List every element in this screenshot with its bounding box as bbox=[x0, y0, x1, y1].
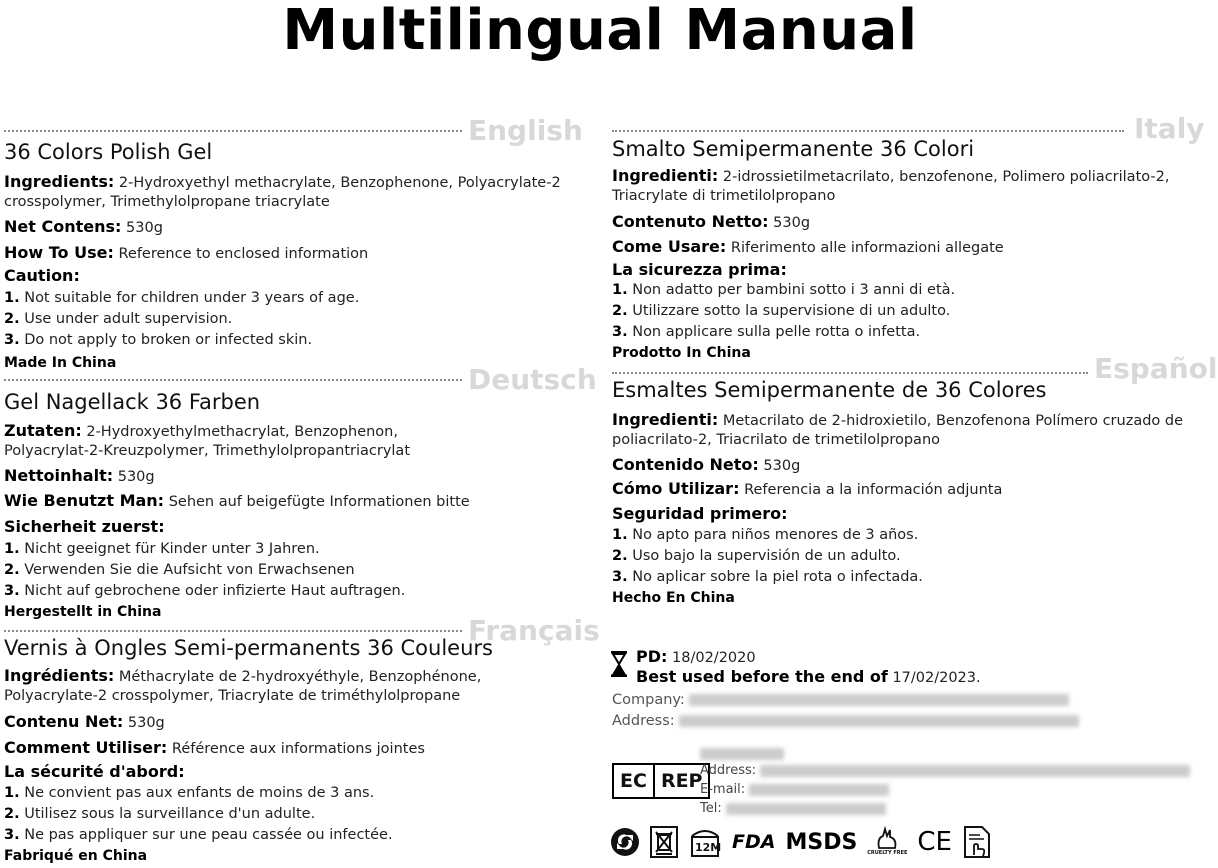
section-divider bbox=[612, 130, 1124, 132]
made-in-italy: Prodotto In China bbox=[612, 345, 751, 361]
ingredients-cont-italy: Triacrylate di trimetilolpropano bbox=[612, 188, 836, 204]
caution-heading-deutsch: Sicherheit zuerst: bbox=[4, 517, 165, 536]
how-to-use-francais: Comment Utiliser: Référence aux informations jointes bbox=[4, 738, 425, 757]
caution-item-francais: 2. Utilisez sous la surveillance d'un adulte. bbox=[4, 806, 316, 822]
caution-item-deutsch: 3. Nicht auf gebrochene oder infizierte Haut auftragen. bbox=[4, 583, 406, 599]
page-title: Multilingual Manual bbox=[282, 0, 918, 63]
ec-label: EC bbox=[614, 765, 655, 797]
caution-heading-english: Caution: bbox=[4, 266, 80, 285]
how-to-use-english: How To Use: Reference to enclosed information bbox=[4, 243, 369, 262]
caution-item-italy: 2. Utilizzare sotto la supervisione di un adulto. bbox=[612, 303, 951, 319]
net-contents-francais: Contenu Net: 530g bbox=[4, 712, 165, 731]
section-divider bbox=[4, 630, 462, 632]
caution-item-italy: 3. Non applicare sulla pelle rotta o infetta. bbox=[612, 324, 921, 340]
ingredients-cont-english: crosspolymer, Trimethylolpropane triacrylate bbox=[4, 194, 330, 210]
net-contents-espanol: Contenido Neto: 530g bbox=[612, 455, 801, 474]
net-contents-deutsch: Nettoinhalt: 530g bbox=[4, 466, 155, 485]
caution-heading-italy: La sicurezza prima: bbox=[612, 260, 787, 279]
rep-label: REP bbox=[660, 770, 703, 792]
product-title-espanol: Esmaltes Semipermanente de 36 Colores bbox=[612, 378, 1047, 402]
product-title-english: 36 Colors Polish Gel bbox=[4, 140, 213, 164]
language-label-deutsch: Deutsch bbox=[468, 363, 597, 396]
language-label-espanol: Español bbox=[1094, 352, 1218, 385]
ingredients-cont-espanol: poliacrilato-2, Triacrilato de trimetilolpropano bbox=[612, 432, 941, 448]
fda-icon: FDA bbox=[732, 831, 776, 853]
recycle-icon bbox=[610, 827, 640, 857]
language-label-italy: Italy bbox=[1134, 112, 1205, 145]
caution-item-espanol: 2. Uso bajo la supervisión de un adulto. bbox=[612, 548, 901, 564]
caution-item-francais: 1. Ne convient pas aux enfants de moins de 3 ans. bbox=[4, 785, 375, 801]
ingredients-deutsch: Zutaten: 2-Hydroxyethylmethacrylat, Benzophenon, bbox=[4, 421, 398, 440]
product-title-deutsch: Gel Nagellack 36 Farben bbox=[4, 390, 261, 414]
msds-icon: MSDS bbox=[785, 829, 858, 855]
product-title-italy: Smalto Semipermanente 36 Colori bbox=[612, 137, 975, 161]
net-contents-italy: Contenuto Netto: 530g bbox=[612, 212, 811, 231]
rep-tel-line: Tel: bbox=[700, 798, 886, 819]
ec-rep-box bbox=[612, 763, 710, 799]
product-title-francais: Vernis à Ongles Semi-permanents 36 Couleurs bbox=[4, 636, 493, 660]
ingredients-francais: Ingrédients: Méthacrylate de 2-hydroxyéthyle, Benzophénone, bbox=[4, 666, 482, 685]
rep-email-line: E-mail: bbox=[700, 779, 889, 800]
compliance-icons bbox=[610, 824, 992, 860]
pao-12m-icon bbox=[688, 826, 722, 858]
caution-heading-francais: La sécurité d'abord: bbox=[4, 762, 185, 781]
ingredients-english: Ingredients: 2-Hydroxyethyl methacrylate, Benzophenone, Polyacrylate-2 bbox=[4, 172, 561, 191]
pao-label: 12M bbox=[695, 841, 722, 854]
caution-item-espanol: 1. No apto para niños menores de 3 años. bbox=[612, 527, 919, 543]
cruelty-free-label: CRUELTY FREE bbox=[867, 850, 908, 856]
net-contents-english: Net Contens: 530g bbox=[4, 217, 163, 236]
read-instructions-icon bbox=[962, 825, 992, 859]
how-to-use-deutsch: Wie Benutzt Man: Sehen auf beigefügte Informationen bitte bbox=[4, 491, 470, 510]
ce-mark-icon: CE bbox=[917, 827, 952, 857]
caution-item-english: 1. Not suitable for children under 3 years of age. bbox=[4, 290, 360, 306]
company-line: Company: bbox=[612, 690, 1069, 711]
caution-item-deutsch: 1. Nicht geeignet für Kinder unter 3 Jahren. bbox=[4, 541, 320, 557]
caution-item-deutsch: 2. Verwenden Sie die Aufsicht von Erwachsenen bbox=[4, 562, 355, 578]
made-in-deutsch: Hergestellt in China bbox=[4, 604, 162, 620]
language-label-english: English bbox=[468, 114, 583, 147]
address-line: Address: bbox=[612, 711, 1079, 732]
ingredients-espanol: Ingredienti: Metacrilato de 2-hidroxietilo, Benzofenona Polímero cruzado de bbox=[612, 410, 1184, 429]
caution-item-english: 3. Do not apply to broken or infected skin. bbox=[4, 332, 313, 348]
best-before: Best used before the end of 17/02/2023. bbox=[636, 667, 981, 686]
how-to-use-italy: Come Usare: Riferimento alle informazioni allegate bbox=[612, 237, 1004, 256]
how-to-use-espanol: Cómo Utilizar: Referencia a la información adjunta bbox=[612, 479, 1003, 498]
caution-item-francais: 3. Ne pas appliquer sur une peau cassée ou infectée. bbox=[4, 827, 393, 843]
ingredients-cont-francais: Polyacrylate-2 crosspolymer, Triacrylate de triméthylolpropane bbox=[4, 688, 461, 704]
section-divider bbox=[4, 379, 462, 381]
production-date: PD: 18/02/2020 bbox=[636, 647, 756, 666]
caution-heading-espanol: Seguridad primero: bbox=[612, 504, 788, 523]
ingredients-italy: Ingredienti: 2-idrossietilmetacrilato, benzofenone, Polimero poliacrilato-2, bbox=[612, 166, 1170, 185]
ingredients-cont-deutsch: Polyacrylat-2-Kreuzpolymer, Trimethylolpropantriacrylat bbox=[4, 443, 410, 459]
hourglass-icon bbox=[610, 650, 628, 678]
section-divider bbox=[4, 130, 462, 132]
caution-item-espanol: 3. No aplicar sobre la piel rota o infectada. bbox=[612, 569, 923, 585]
cruelty-free-icon bbox=[867, 828, 907, 856]
caution-item-italy: 1. Non adatto per bambini sotto i 3 anni di età. bbox=[612, 282, 956, 298]
made-in-english: Made In China bbox=[4, 355, 117, 371]
caution-item-english: 2. Use under adult supervision. bbox=[4, 311, 233, 327]
made-in-francais: Fabriqué en China bbox=[4, 848, 148, 864]
section-divider bbox=[612, 372, 1088, 374]
made-in-espanol: Hecho En China bbox=[612, 590, 735, 606]
wheelie-bin-icon bbox=[650, 826, 678, 858]
rep-address-line: Address: bbox=[700, 760, 1190, 781]
language-label-francais: Français bbox=[468, 614, 600, 647]
